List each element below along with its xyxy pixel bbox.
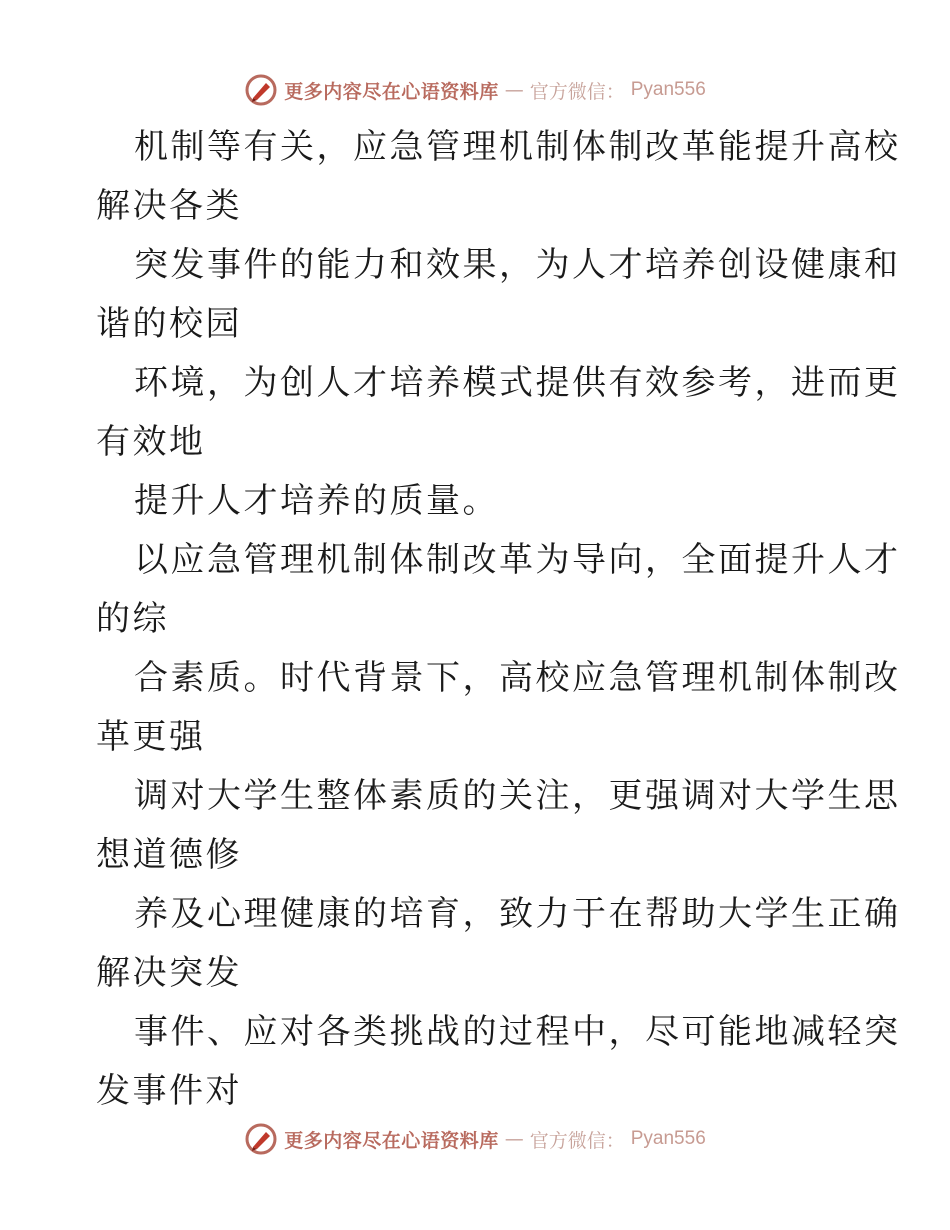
paragraph-line: 有效地: [96, 422, 206, 462]
paragraph-line: 解决各类: [96, 186, 242, 226]
paragraph-line: 养及心理健康的培育，致力于在帮助大学生正确: [134, 894, 901, 934]
paragraph-line: 以应急管理机制体制改革为导向，全面提升人才: [134, 540, 901, 580]
paragraph-line: 环境，为创人才培养模式提供有效参考，进而更: [134, 363, 901, 403]
pen-nib-logo-icon: [244, 73, 278, 107]
footer-banner: [0, 1119, 950, 1159]
paragraph-line: 机制等有关，应急管理机制体制改革能提升高校: [134, 127, 901, 167]
paragraph-line: 突发事件的能力和效果，为人才培养创设健康和: [134, 245, 901, 285]
paragraph-line: 的综: [96, 599, 169, 639]
pen-nib-logo-icon: [244, 1122, 278, 1156]
document-body: [96, 118, 901, 1121]
banner-wechat-id: Pyan556: [630, 1128, 706, 1149]
paragraph-line: 合素质。时代背景下，高校应急管理机制体制改: [134, 658, 901, 698]
paragraph-line: 想道德修: [96, 835, 242, 875]
paragraph-line: 发事件对: [96, 1071, 242, 1111]
banner-separator: —: [504, 1128, 524, 1150]
banner-separator: —: [504, 79, 524, 101]
paragraph-line: 解决突发: [96, 953, 242, 993]
banner-title: 更多内容尽在心语资料库: [284, 1129, 499, 1152]
paragraph-line: 提升人才培养的质量。: [134, 481, 499, 521]
banner-wechat-label: 官方微信：: [529, 1129, 625, 1152]
banner-wechat-id: Pyan556: [630, 79, 706, 100]
banner-title: 更多内容尽在心语资料库: [284, 80, 499, 103]
header-banner: [0, 70, 950, 110]
paragraph-line: 事件、应对各类挑战的过程中，尽可能地减轻突: [134, 1012, 901, 1052]
banner-wechat-label: 官方微信：: [529, 80, 625, 103]
paragraph-line: 革更强: [96, 717, 206, 757]
paragraph-line: 调对大学生整体素质的关注，更强调对大学生思: [134, 776, 901, 816]
paragraph-line: 谐的校园: [96, 304, 242, 344]
